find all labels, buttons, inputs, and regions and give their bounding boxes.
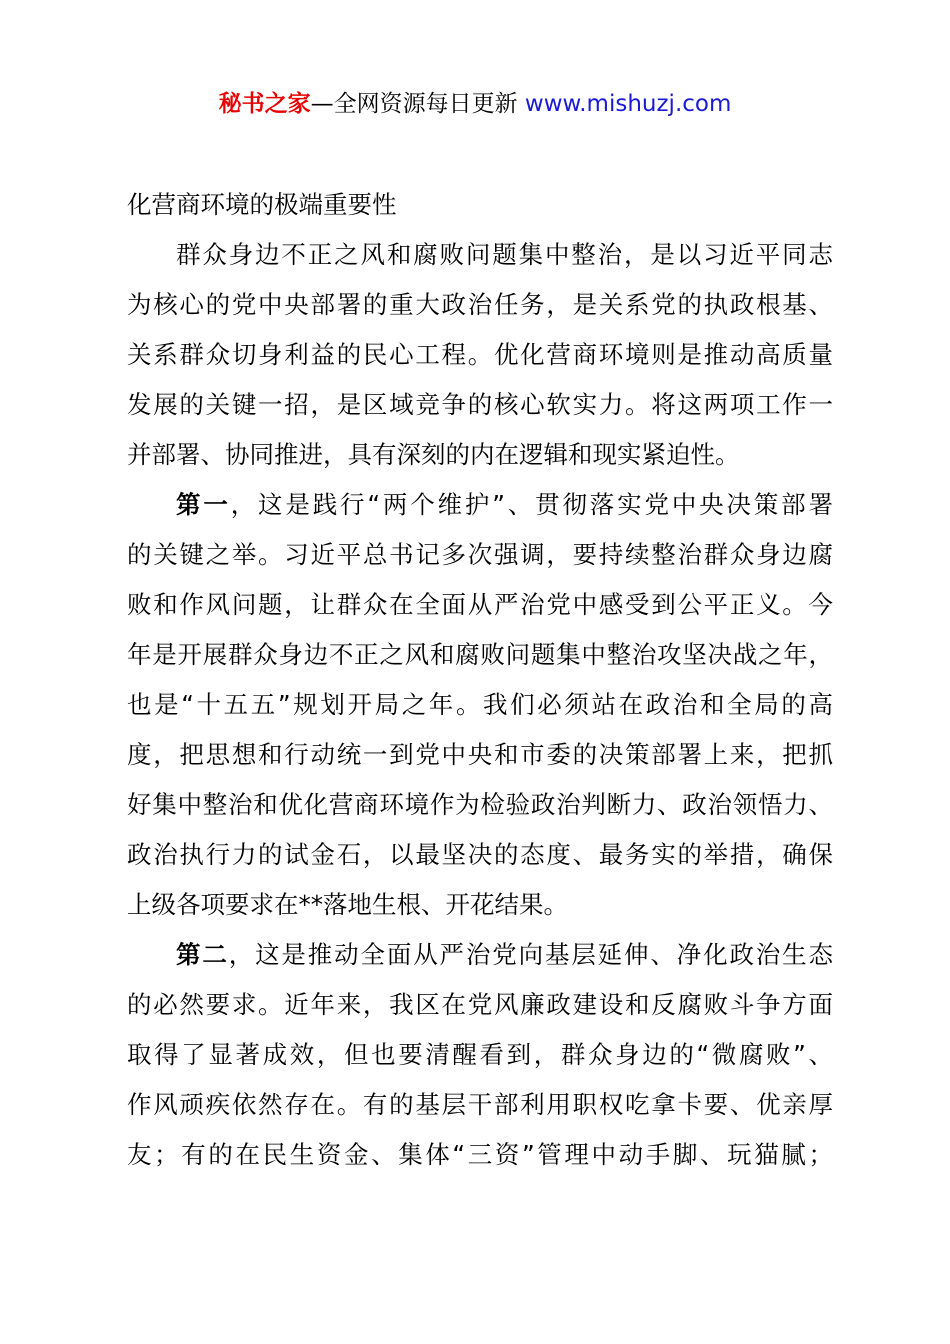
intro-line: 关系群众切身利益的民心工程。优化营商环境则是推动高质量 xyxy=(127,340,833,369)
point-two-lead: 第二 xyxy=(176,940,229,969)
point-one-line: 上级各项要求在**落地生根、开花结果。 xyxy=(127,890,568,919)
intro-line: 群众身边不正之风和腐败问题集中整治，是以习近平同志 xyxy=(176,240,833,269)
intro-line: 发展的关键一招，是区域竞争的核心软实力。将这两项工作一 xyxy=(127,390,833,419)
point-one-first-line xyxy=(127,480,833,530)
point-one-line: 度，把思想和行动统一到党中央和市委的决策部署上来，把抓 xyxy=(127,740,833,769)
point-two-line: 取得了显著成效，但也要清醒看到，群众身边的“微腐败”、 xyxy=(127,1040,833,1069)
intro-line: 为核心的党中央部署的重大政治任务，是关系党的执政根基、 xyxy=(127,290,833,319)
document-body xyxy=(127,180,833,1180)
site-url-link[interactable]: www.mishuzj.com xyxy=(524,91,732,117)
point-one-first-line-rest: ，这是践行“两个维护”、贯彻落实党中央决策部署 xyxy=(230,490,834,519)
point-two-line: 作风顽疾依然存在。有的基层干部利用职权吃拿卡要、优亲厚 xyxy=(127,1090,833,1119)
point-two-first-line-rest: ，这是推动全面从严治党向基层延伸、净化政治生态 xyxy=(228,940,834,969)
point-one-line: 政治执行力的试金石，以最坚决的态度、最务实的举措，确保 xyxy=(127,840,833,869)
point-two-line: 的必然要求。近年来，我区在党风廉政建设和反腐败斗争方面 xyxy=(127,990,833,1019)
point-one-line: 好集中整治和优化营商环境作为检验政治判断力、政治领悟力、 xyxy=(127,790,833,819)
point-one-line: 年是开展群众身边不正之风和腐败问题集中整治攻坚决战之年， xyxy=(127,640,833,669)
point-two-first-line xyxy=(127,930,833,980)
intro-line: 并部署、协同推进，具有深刻的内在逻辑和现实紧迫性。 xyxy=(127,440,740,469)
header-tagline: —全网资源每日更新 xyxy=(310,91,518,117)
point-one-line: 败和作风问题，让群众在全面从严治党中感受到公平正义。今 xyxy=(127,590,833,619)
heading-continuation: 化营商环境的极端重要性 xyxy=(127,190,397,219)
point-one-lead: 第一 xyxy=(176,490,231,519)
point-two-line: 友；有的在民生资金、集体“三资”管理中动手脚、玩猫腻； xyxy=(127,1140,833,1169)
page-header xyxy=(0,86,950,122)
point-one-line: 的关键之举。习近平总书记多次强调，要持续整治群众身边腐 xyxy=(127,540,833,569)
point-one-line: 也是“十五五”规划开局之年。我们必须站在政治和全局的高 xyxy=(127,690,833,719)
brand-name: 秘书之家 xyxy=(218,91,311,117)
